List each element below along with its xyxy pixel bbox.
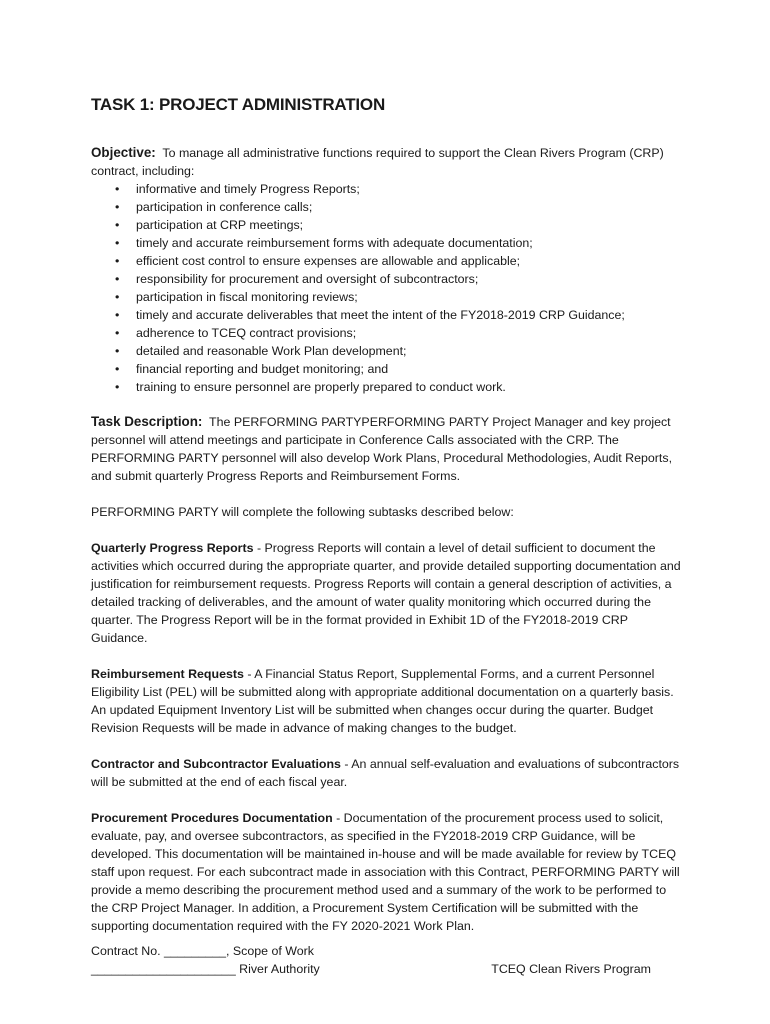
task-description-text: The PERFORMING PARTYPERFORMING PARTY Project Manager and key project personnel will attend meetings and participate in Conference Calls associated with the CRP. The PERFORMING PARTY personnel will also develop Work Plans, Procedural Methodologies, Audit Reports, and submit quarterly Progress Reports and Reimbursement Forms. [91, 415, 673, 483]
subtask-label: Contractor and Subcontractor Evaluations [91, 757, 341, 771]
subtask-text: - Progress Reports will contain a level of detail sufficient to document the activities which occurred during the appropriate quarter, and provide detailed supporting documentation and justification for reimbursement requests. Progress Reports will contain a general description of activities, a detailed tracking of deliverables, and the amount of water quality monitoring which occurred during the quarter. The Progress Report will be in the format provided in Exhibit 1D of the FY2018-2019 CRP Guidance. [91, 541, 681, 645]
list-item: • timely and accurate reimbursement forms with adequate documentation; [91, 234, 681, 252]
subtask-progress-reports [91, 539, 681, 647]
subtask-evaluations [91, 755, 681, 791]
objective-list [91, 180, 681, 396]
footer-program-name: TCEQ Clean Rivers Program [491, 962, 651, 976]
list-item: • detailed and reasonable Work Plan development; [91, 342, 681, 360]
footer-line-2 [91, 960, 661, 978]
subtask-label: Quarterly Progress Reports [91, 541, 254, 555]
subtask-label: Procurement Procedures Documentation [91, 811, 333, 825]
objective-paragraph [91, 144, 681, 180]
list-item: • financial reporting and budget monitoring; and [91, 360, 681, 378]
footer-river-authority: _____________________ River Authority [91, 962, 320, 976]
subtask-text: - A Financial Status Report, Supplemental Forms, and a current Personnel Eligibility List (PEL) will be submitted along with appropriate additional documentation on a quarterly basis. An updated Equipment Inventory List will be submitted when changes occur during the quarter. Budget Revision Requests will be made in advance of making changes to the budget. [91, 667, 674, 735]
subtask-text: - An annual self-evaluation and evaluations of subcontractors will be submitted at the end of each fiscal year. [91, 757, 680, 789]
list-item: • responsibility for procurement and oversight of subcontractors; [91, 270, 681, 288]
document-body [91, 94, 681, 935]
list-item: • training to ensure personnel are properly prepared to conduct work. [91, 378, 681, 396]
subtask-procurement-documentation [91, 809, 681, 935]
list-item: • adherence to TCEQ contract provisions; [91, 324, 681, 342]
list-item: • timely and accurate deliverables that meet the intent of the FY2018-2019 CRP Guidance; [91, 306, 681, 324]
list-item: • informative and timely Progress Reports; [91, 180, 681, 198]
subtask-reimbursement-requests [91, 665, 681, 737]
page-title: TASK 1: PROJECT ADMINISTRATION [91, 95, 386, 114]
footer-line-1: Contract No. _________, Scope of Work [91, 944, 314, 958]
objective-label: Objective: [91, 145, 156, 160]
subtask-label: Reimbursement Requests [91, 667, 244, 681]
task-description-label: Task Description: [91, 414, 203, 429]
list-item: • efficient cost control to ensure expenses are allowable and applicable; [91, 252, 681, 270]
page-footer [91, 942, 661, 978]
subtasks-intro: PERFORMING PARTY will complete the following subtasks described below: [91, 505, 514, 519]
task-description-paragraph [91, 413, 681, 485]
list-item: • participation in conference calls; [91, 198, 681, 216]
subtask-text: - Documentation of the procurement process used to solicit, evaluate, pay, and oversee subcontractors, as specified in the FY2018-2019 CRP Guidance, will be developed. This documentation will be maintained in-house and will be made available for review by TCEQ staff upon request. For each subcontract made in association with this Contract, PERFORMING PARTY will provide a memo describing the procurement method used and a summary of the work to be performed to the CRP Project Manager. In addition, a Procurement System Certification will be submitted with the supporting documentation required with the FY 2020-2021 Work Plan. [91, 811, 680, 933]
objective-text: To manage all administrative functions required to support the Clean Rivers Program (CRP) contract, including: [91, 146, 664, 178]
list-item: • participation at CRP meetings; [91, 216, 681, 234]
list-item: • participation in fiscal monitoring reviews; [91, 288, 681, 306]
